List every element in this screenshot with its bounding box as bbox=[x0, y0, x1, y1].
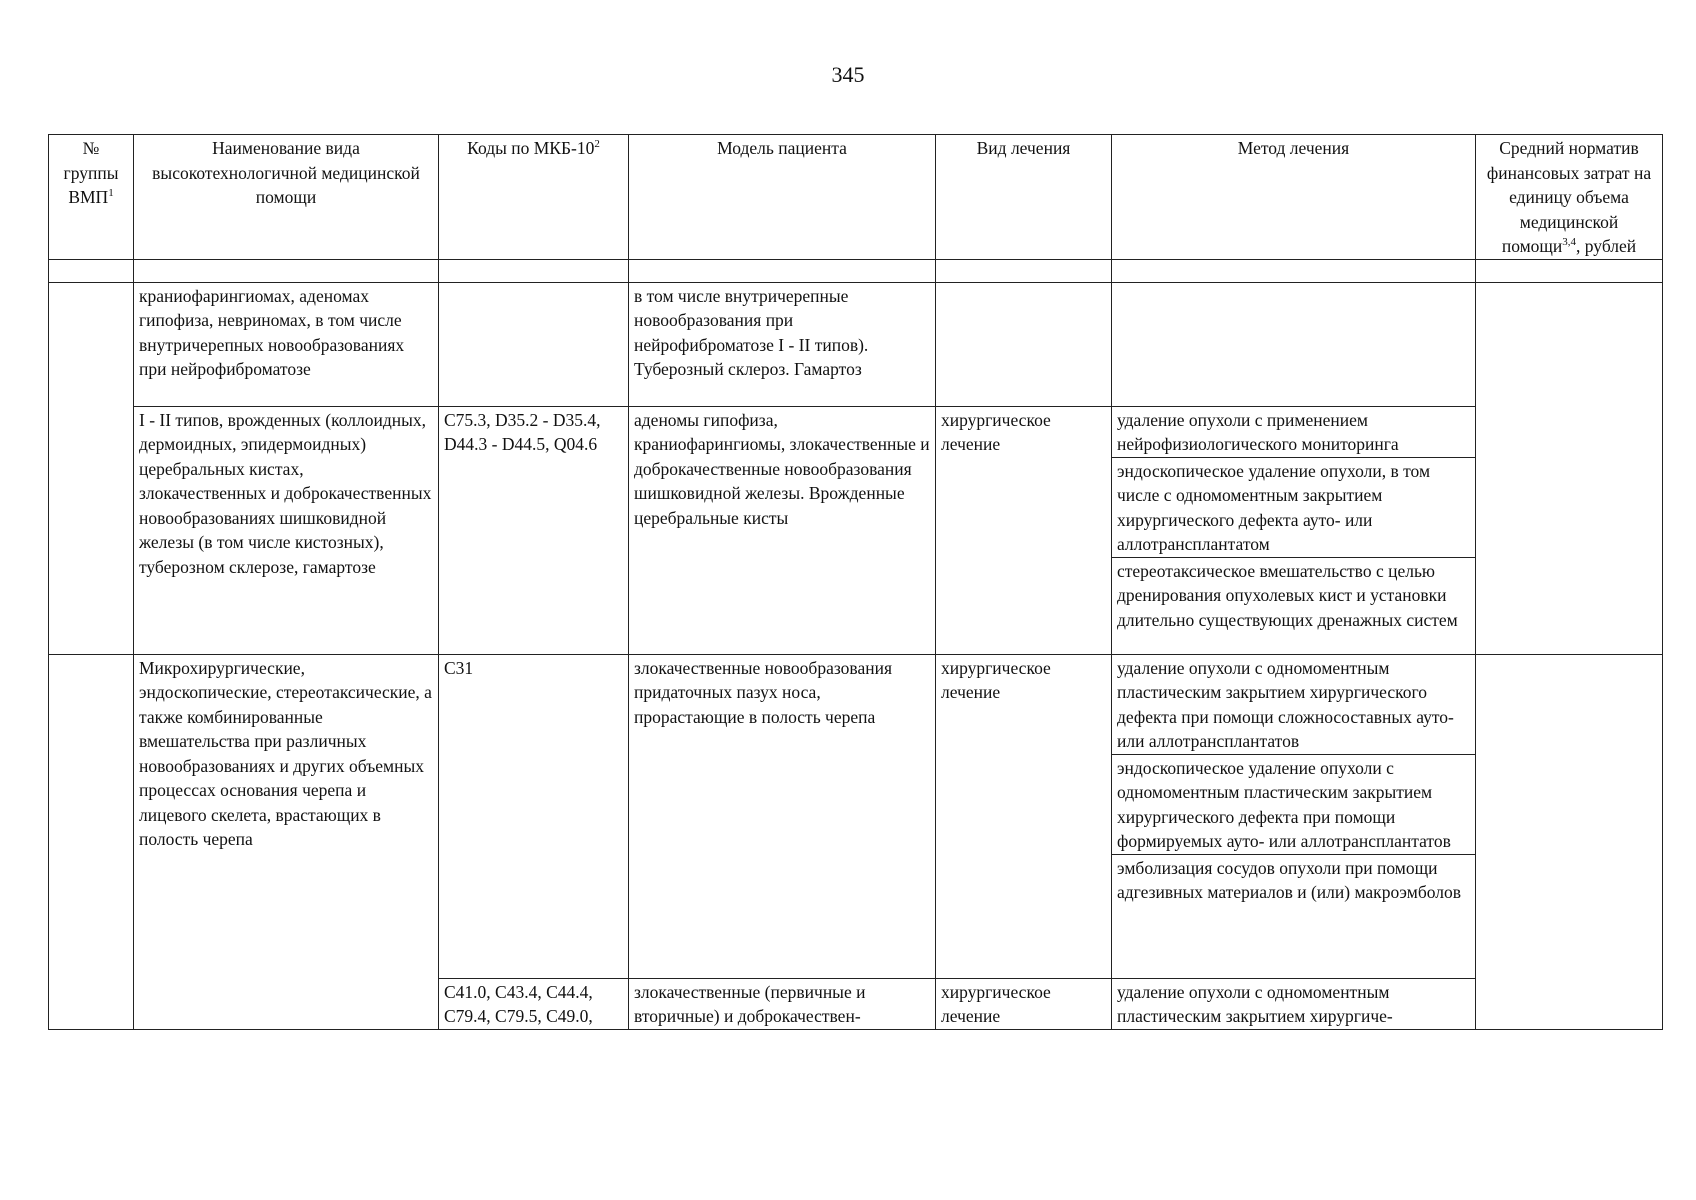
table-row bbox=[49, 406, 1663, 654]
table-row bbox=[49, 282, 1663, 406]
cell-model: злокачественные новообразования придаточных пазух носа, прорастающие в полость черепа bbox=[629, 654, 936, 978]
page-number: 345 bbox=[831, 62, 865, 87]
header-row bbox=[49, 135, 1663, 260]
cell-treatment: хирургическое лечение bbox=[936, 654, 1112, 978]
cell-name: краниофарингиомах, аденомах гипофиза, невриномах, в том числе внутричерепных новообразованиях при нейрофиброматозе bbox=[134, 282, 439, 406]
cell-group bbox=[49, 282, 134, 654]
header-name: Наименование вида высокотехнологичной медицинской помощи bbox=[134, 135, 439, 260]
cell-model: аденомы гипофиза, краниофарингиомы, злокачественные и доброкачественные новообразования шишковидной железы. Врожденные церебральные кисты bbox=[629, 406, 936, 654]
method-item: стереотаксическое вмешательство с целью дренирования опухолевых кист и установки длительно существующих дренажных систем bbox=[1117, 560, 1458, 630]
header-treatment: Вид лечения bbox=[936, 135, 1112, 260]
cell-model: злокачественные (первичные и вторичные) и доброкачествен- bbox=[629, 978, 936, 1029]
cell-method: удаление опухоли с одномоментным пластическим закрытием хирургиче- bbox=[1112, 978, 1476, 1029]
method-item: эндоскопическое удаление опухоли, в том числе с одномоментным закрытием хирургического дефекта ауто- или аллотрансплантатом bbox=[1112, 458, 1475, 558]
spacer-row bbox=[49, 259, 1663, 282]
cell-name: I - II типов, врожденных (коллоидных, дермоидных, эпидермоидных) церебральных кистах, злокачественных и доброкачественных новообразованиях шишковидной железы (в том числе кистозных), туберозном склерозе, гамартозе bbox=[134, 406, 439, 654]
cell-methods bbox=[1112, 654, 1476, 978]
header-cost: Средний норматив финансовых затрат на единицу объема медицинской помощи$^{3,4}$, рублей bbox=[1476, 135, 1663, 260]
header-group: № группы ВМП$^1$ bbox=[49, 135, 134, 260]
cell-codes: C41.0, C43.4, C44.4, C79.4, C79.5, C49.0, bbox=[439, 978, 629, 1029]
cell-treatment: хирургическое лечение bbox=[936, 978, 1112, 1029]
header-codes: Коды по МКБ-$10^2$ bbox=[439, 135, 629, 260]
cell-codes bbox=[439, 282, 629, 406]
method-item: удаление опухоли с применением нейрофизиологического мониторинга bbox=[1112, 407, 1475, 458]
cell-cost bbox=[1476, 654, 1663, 1029]
cell-codes: C75.3, D35.2 - D35.4, D44.3 - D44.5, Q04.6 bbox=[439, 406, 629, 654]
cell-method bbox=[1112, 282, 1476, 406]
method-item: удаление опухоли с одномоментным пластическим закрытием хирургического дефекта при помощи сложносоставных ауто- или аллотрансплантатов bbox=[1112, 655, 1475, 755]
cell-model: в том числе внутричерепные новообразования при нейрофиброматозе I - II типов). Туберозный склероз. Гамартоз bbox=[629, 282, 936, 406]
cell-treatment: хирургическое лечение bbox=[936, 406, 1112, 654]
header-model: Модель пациента bbox=[629, 135, 936, 260]
method-item: эмболизация сосудов опухоли при помощи адгезивных материалов и (или) макроэмболов bbox=[1117, 857, 1462, 902]
cell-methods bbox=[1112, 406, 1476, 654]
cell-codes: C31 bbox=[439, 654, 629, 978]
cell-treatment bbox=[936, 282, 1112, 406]
cell-name: Микрохирургические, эндоскопические, стереотаксические, а также комбинированные вмешательства при различных новообразованиях и других объемных процессах основания черепа и лицевого скелета, врастающих в полость черепа bbox=[134, 654, 439, 1029]
header-method: Метод лечения bbox=[1112, 135, 1476, 260]
vmp-table bbox=[48, 134, 1663, 1030]
cell-cost bbox=[1476, 282, 1663, 654]
table-row bbox=[49, 654, 1663, 978]
method-item: эндоскопическое удаление опухоли с одномоментным пластическим закрытием хирургического дефекта при помощи формируемых ауто- или аллотрансплантатов bbox=[1112, 755, 1475, 855]
cell-group bbox=[49, 654, 134, 1029]
